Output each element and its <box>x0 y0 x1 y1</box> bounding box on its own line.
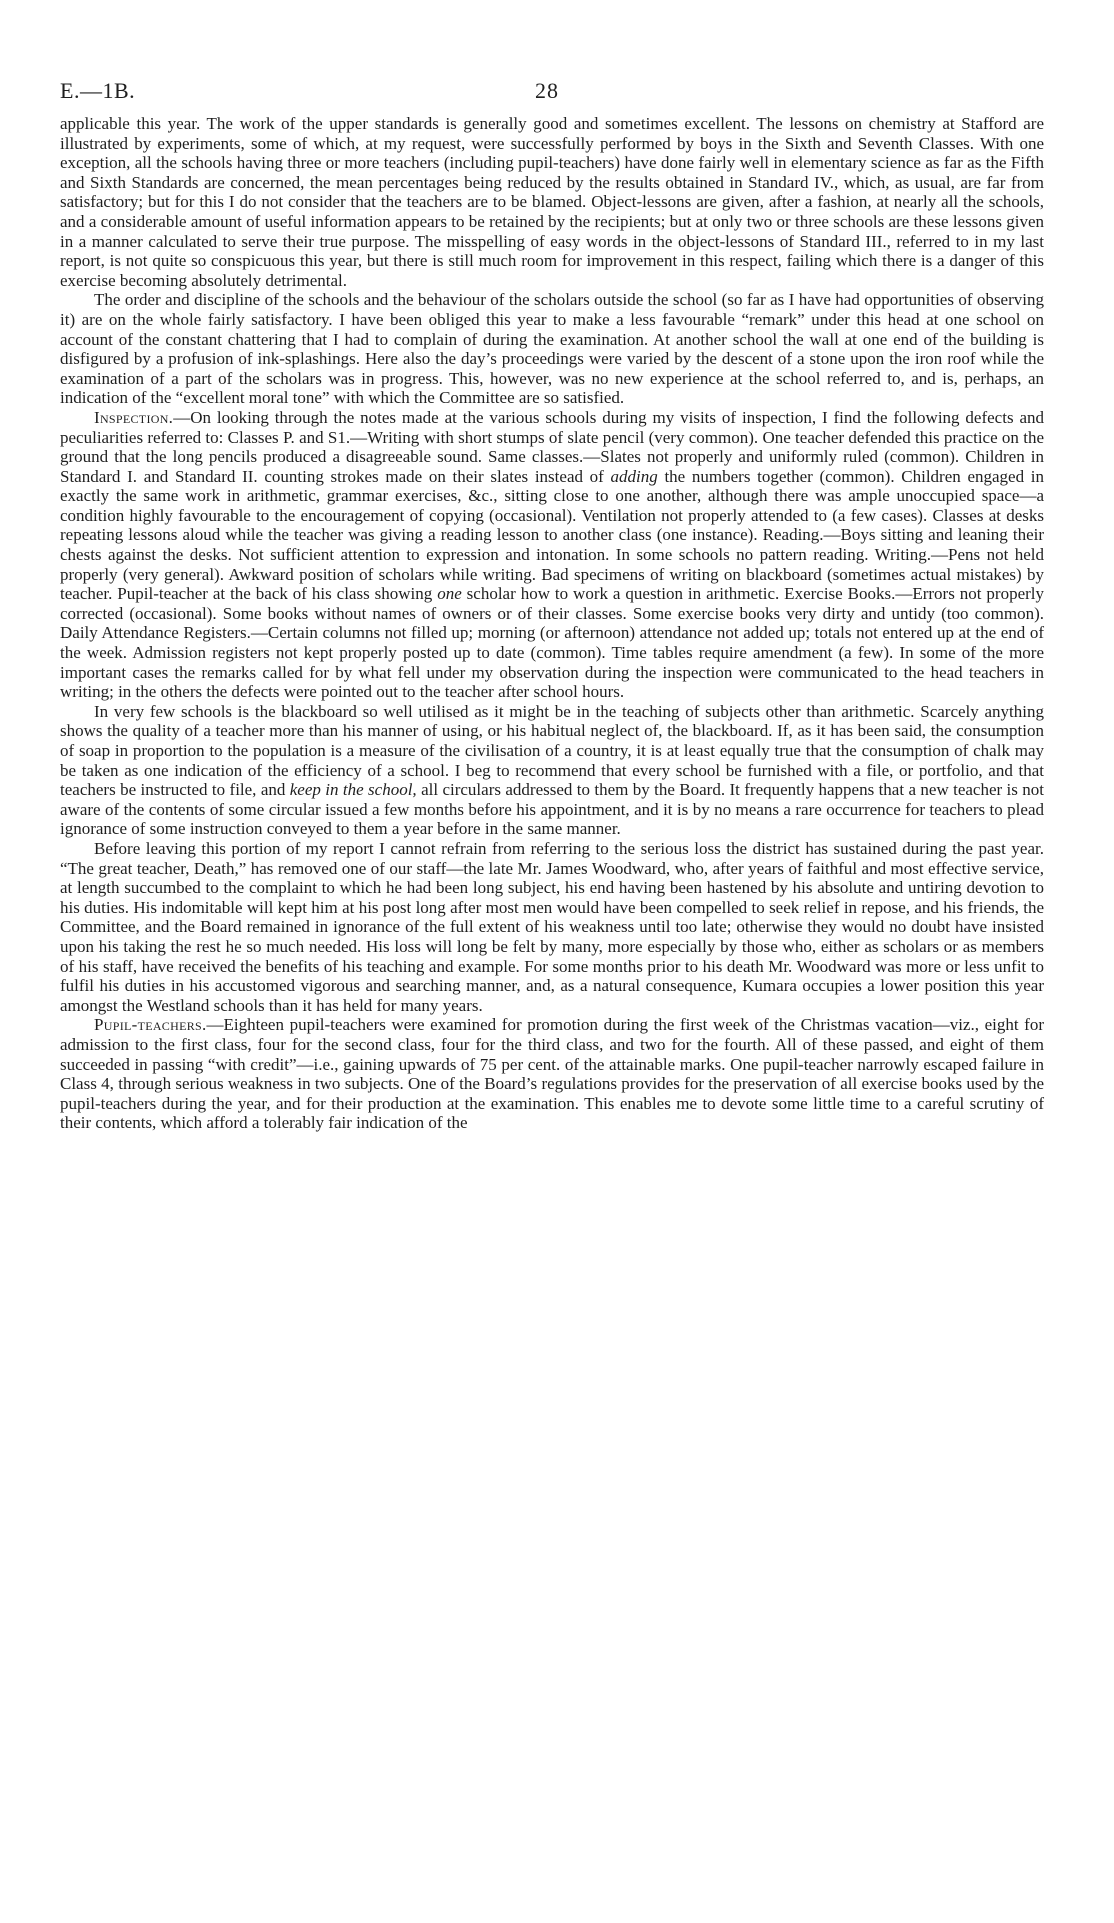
paragraph-text: —On looking through the notes made at the various schools during my visits of inspection, I find the following defects and peculiarities referred to: Classes P. and S1.—Writing with short stumps of slate pencil (very common). One teacher defended this practice on the ground that the long pencils produced a disagreeable sound. Same classes.—Slates not properly and uniformly ruled (common). Children in Standard I. and Standard II. counting strokes made on their slates instead of <box>60 407 1044 486</box>
paragraph-text: In very few schools is the blackboard so well utilised as it might be in the teaching of subjects other than arithmetic. Scarcely anything shows the quality of a teacher more than his manner of using, or his habitual neglect of, the blackboard. If, as it has been said, the consumption of soap in proportion to the population is a measure of the civilisation of a country, it is at least equally true that the consumption of chalk may be taken as one indication of the efficiency of a school. I beg to recommend that every school be furnished with a file, or portfolio, and that teachers be instructed to file, and <box>60 701 1044 800</box>
paragraph-text: the numbers together (common). Children engaged in exactly the same work in arithmetic, grammar exercises, &c., sitting close to one another, although there was ample unoccupied space—a condition highly favourable to the encouragement of copying (occasional). Ventilation not properly attended to (a few cases). Classes at desks repeating lessons aloud while the teacher was giving a reading lesson to another class (one instance). Reading.—Boys sitting and leaning their chests against the desks. Not sufficient attention to expression and intonation. In some schools no pattern reading. Writing.—Pens not held properly (very general). Awkward position of scholars while writing. Bad specimens of writing on blackboard (sometimes actual mistakes) by teacher. Pupil-teacher at the back of his class showing <box>60 466 1045 604</box>
italic-text: one <box>437 584 462 604</box>
paragraph-text: all circulars addressed to them by the Board. It frequently happens that a new teacher is not aware of the contents of some circular issued a few months before his appointment, and it is by no means a rare occurrence for teachers to plead ignorance of some instruction conveyed to them a year before in the same manner. <box>60 780 1045 839</box>
paragraph-inspection <box>60 408 1044 702</box>
paragraph-woodward: Before leaving this portion of my report I cannot refrain from referring to the serious loss the district has sustained during the past year. “The great teacher, Death,” has removed one of our staff—the late Mr. James Woodward, who, after years of faithful and most effective service, at length succumbed to the complaint to which he had been long subject, his end having been hastened by his absolute and untiring devotion to his duties. His indomitable will kept him at his post long after most men would have been compelled to seek relief in repose, and his friends, the Committee, and the Board remained in ignorance of the full extent of his weakness until too late; otherwise they would no doubt have insisted upon his taking the rest he so much needed. His loss will long be felt by many, more especially by those who, either as scholars or as members of his staff, have received the benefits of his teaching and example. For some months prior to his death Mr. Woodward was more or less unfit to fulfil his duties in his accustomed vigorous and searching manner, and, as a natural consequence, Kumara occupies a lower position this year amongst the Westland schools than it has held for many years. <box>60 838 1044 1015</box>
paragraph-1: applicable this year. The work of the upper standards is generally good and sometimes excellent. The lessons on chemistry at Stafford are illustrated by experiments, some of which, at my request, were successfully performed by boys in the Sixth and Seventh Classes. With one exception, all the schools having three or more teachers (including pupil-teachers) have done fairly well in elementary science as far as the Fifth and Sixth Standards are concerned, the mean percentages being reduced by the results obtained in Standard IV., which, as usual, are far from satisfactory; but for this I do not consider that the teachers are to be blamed. Object-lessons are given, after a fashion, at nearly all the schools, and a considerable amount of useful information appears to be retained by the recipients; but at only two or three schools are these lessons given in a manner calculated to serve their true purpose. The misspelling of easy words in the object-lessons of Standard III., referred to in my last report, is not quite so conspicuous this year, but there is still much room for improvement in this respect, failing which there is a danger of this exercise becoming absolutely detrimental. <box>60 114 1044 290</box>
document-page <box>60 78 1044 1133</box>
paragraph-blackboard <box>60 702 1044 839</box>
italic-text: keep in the school, <box>289 780 417 800</box>
document-reference: E.—1B. <box>60 78 136 103</box>
paragraph-2: The order and discipline of the schools and the behaviour of the scholars outside the school (so far as I have had opportunities of observing it) are on the whole fairly satisfactory. I have been obliged this year to make a less favourable “remark” under this head at one school on account of the constant chattering that I had to complain of during the examination. At another school the wall at one end of the building is disfigured by a profusion of ink-splashings. Here also the day’s proceedings were varied by the descent of a stone upon the iron roof while the examination of a part of the scholars was in progress. This, however, was no new experience at the school referred to, and is, perhaps, an indication of the “excellent moral tone” with which the Committee are so satisfied. <box>60 290 1044 408</box>
page-header <box>60 78 1044 112</box>
section-heading-inspection: Inspection. <box>94 407 174 427</box>
body-text <box>60 114 1044 1133</box>
italic-text: adding <box>610 466 658 486</box>
paragraph-text: scholar how to work a question in arithmetic. Exercise Books.—Errors not properly corrected (occasional). Some books without names of owners or of their classes. Some exercise books very dirty and untidy (too common). Daily Attendance Registers.—Certain columns not filled up; morning (or afternoon) attendance not added up; totals not entered up at the end of the week. Admission registers not kept properly posted up to date (common). Time tables require amendment (a few). In some of the more important cases the remarks called for by what fell under my observation during the inspection were communicated to the head teachers in writing; in the others the defects were pointed out to the teacher after school hours. <box>60 584 1045 702</box>
paragraph-text: —Eighteen pupil-teachers were examined for promotion during the first week of the Christmas vacation—viz., eight for admission to the first class, four for the second class, four for the third class, and two for the fourth. All of these passed, and eight of them succeeded in passing “with credit”—i.e., gaining upwards of 75 per cent. of the attainable marks. One pupil-teacher narrowly escaped failure in Class 4, through serious weakness in two subjects. One of the Board’s regulations provides for the preservation of all exercise books used by the pupil-teachers during the year, and for their production at the examination. This enables me to devote some little time to a careful scrutiny of their contents, which afford a tolerably fair indication of the <box>60 1015 1044 1133</box>
section-heading-pupil-teachers: Pupil-teachers. <box>94 1015 207 1035</box>
page-number: 28 <box>535 78 559 103</box>
paragraph-pupil-teachers <box>60 1015 1044 1133</box>
